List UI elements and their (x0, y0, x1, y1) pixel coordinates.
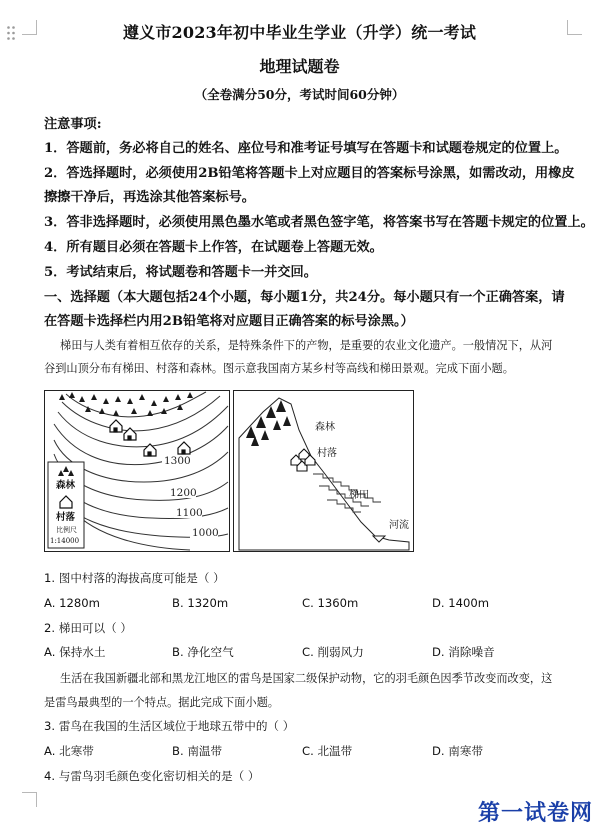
option-3d: D. 南寒带 (432, 744, 484, 758)
notice-heading: 注意事项: (44, 117, 102, 132)
label-forest: 森林 (315, 422, 335, 433)
question-1: 1. 图中村落的海拔高度可能是（ ） (44, 571, 225, 585)
passage-terrace: 梯田与人类有着相互依存的关系，是特殊条件下的产物，是重要的农业文化遗产。一般情况下，从河 (60, 339, 553, 352)
contour-label-1300: 1300 (164, 455, 191, 467)
section-heading-cont: 在答题卡选择栏内用2B铅笔将对应题目正确答案的标号涂黑。） (44, 314, 414, 329)
passage-terrace-cont: 谷到山顶分布有梯田、村落和森林。图示意我国南方某乡村等高线和梯田景观。完成下面小题。 (44, 362, 514, 375)
passage-ptarmigan-cont: 是雷鸟最典型的一个特点。据此完成下面小题。 (44, 696, 279, 709)
question-4: 4. 与雷鸟羽毛颜色变化密切相关的是（ ） (44, 769, 260, 783)
question-2: 2. 梯田可以（ ） (44, 621, 132, 635)
exam-title: 遵义市2023年初中毕业生学业（升学）统一考试 (122, 23, 477, 42)
contour-label-1200: 1200 (170, 487, 197, 499)
legend-forest-label: 森林 (56, 480, 76, 491)
label-village: 村落 (317, 448, 337, 459)
question-3: 3. 雷鸟在我国的生活区域位于地球五带中的（ ） (44, 719, 295, 733)
option-2b: B. 净化空气 (172, 645, 234, 659)
contour-map (44, 390, 230, 552)
option-2a: A. 保持水土 (44, 645, 106, 659)
option-1c: C. 1360m (302, 596, 359, 610)
site-watermark: 第一试卷网 (477, 801, 593, 826)
contour-label-1000: 1000 (192, 527, 219, 539)
option-1b: B. 1320m (172, 596, 229, 610)
option-1d: D. 1400m (432, 596, 490, 610)
contour-label-1100: 1100 (176, 507, 203, 519)
passage-ptarmigan: 生活在我国新疆北部和黑龙江地区的雷鸟是国家二级保护动物，它的羽毛颜色因季节改变而改变，这 (60, 672, 553, 685)
legend-scale-value: 1:14000 (50, 537, 80, 545)
option-3a: A. 北寒带 (44, 744, 94, 758)
notice-item: 擦擦干净后，再选涂其他答案标号。 (44, 190, 255, 205)
legend-scale-label: 比例尺 (56, 526, 77, 534)
notice-item: 4．所有题目必须在答题卡上作答，在试题卷上答题无效。 (44, 240, 383, 255)
label-terrace: 梯田 (349, 490, 369, 501)
notice-item: 2．答选择题时，必须使用2B铅笔将答题卡上对应题目的答案标号涂黑，如需改动，用橡皮 (44, 166, 575, 181)
legend-village-label: 村落 (56, 512, 76, 523)
section-heading: 一、选择题（本大题包括24个小题，每小题1分，共24分。每小题只有一个正确答案，请 (44, 290, 565, 305)
notice-item: 5．考试结束后，将试题卷和答题卡一并交回。 (44, 265, 317, 280)
option-2c: C. 削弱风力 (302, 645, 364, 659)
terrace-landscape (233, 390, 414, 552)
label-river: 河流 (389, 520, 409, 531)
notice-item: 1．答题前，务必将自己的姓名、座位号和准考证号填写在答题卡和试题卷规定的位置上。 (44, 141, 568, 156)
option-3c: C. 北温带 (302, 744, 353, 758)
exam-subject: 地理试题卷 (259, 57, 340, 76)
option-1a: A. 1280m (44, 596, 100, 610)
exam-note: （全卷满分50分，考试时间60分钟） (194, 87, 405, 102)
option-3b: B. 南温带 (172, 744, 223, 758)
notice-item: 3．答非选择题时，必须使用黑色墨水笔或者黑色签字笔，将答案书写在答题卡规定的位置上。 (44, 215, 594, 230)
crop-mark-bottom-left (22, 792, 37, 807)
option-2d: D. 消除噪音 (432, 645, 495, 659)
